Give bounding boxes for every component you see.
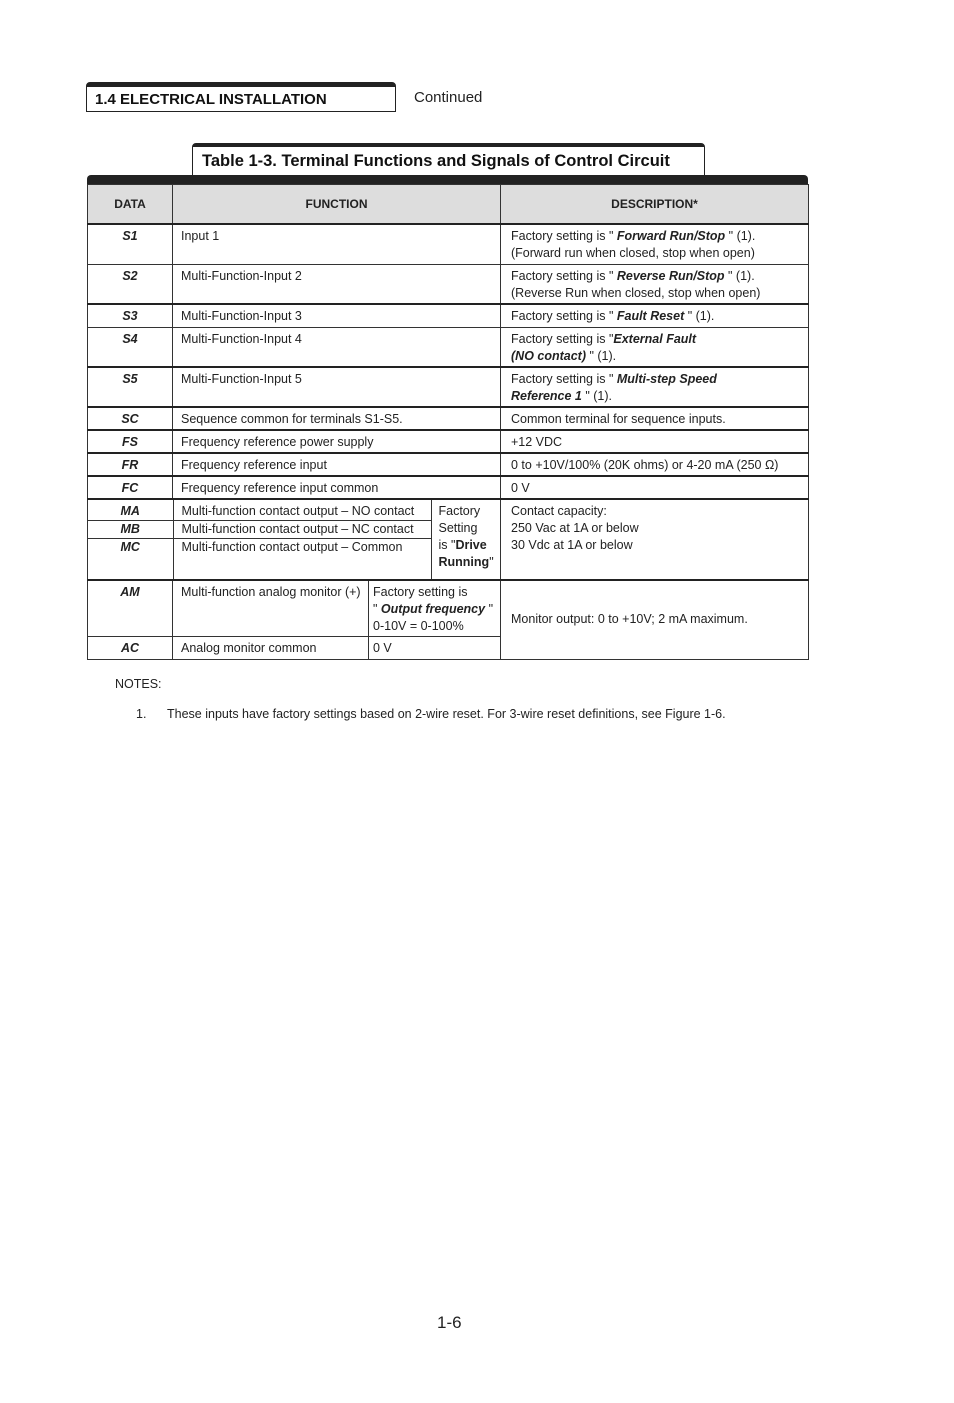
function-cell: Multi-Function-Input 3 bbox=[173, 304, 501, 327]
description-cell: Contact capacity: 250 Vac at 1A or below 30 Vdc at 1A or below bbox=[501, 499, 809, 580]
terminal-label: FC bbox=[88, 476, 173, 499]
table-row-sc bbox=[88, 407, 809, 430]
terminal-label: SC bbox=[88, 407, 173, 430]
page-number: 1-6 bbox=[437, 1313, 462, 1332]
description-cell: Factory setting is " Reverse Run/Stop " (1). (Reverse Run when closed, stop when open) bbox=[501, 264, 809, 304]
function-cell: Multi-Function-Input 4 bbox=[173, 327, 501, 367]
function-cell: Multi-function contact output – NO contact bbox=[173, 500, 431, 521]
description-cell: +12 VDC bbox=[501, 430, 809, 453]
table-row-s5 bbox=[88, 367, 809, 407]
notes-title: NOTES: bbox=[115, 677, 162, 691]
table-title: Table 1-3. Terminal Functions and Signals of Control Circuit bbox=[192, 143, 705, 176]
table-row-s3 bbox=[88, 304, 809, 327]
table-header-row bbox=[88, 185, 809, 225]
table-row-contact-outputs bbox=[88, 499, 809, 580]
table-row-fr bbox=[88, 453, 809, 476]
function-cell: Frequency reference power supply bbox=[173, 430, 501, 453]
function-cell: Multi-function contact output – Common bbox=[173, 539, 431, 579]
section-heading: 1.4 ELECTRICAL INSTALLATION bbox=[86, 82, 396, 112]
terminal-label: MC bbox=[88, 539, 173, 579]
description-cell: Monitor output: 0 to +10V; 2 mA maximum. bbox=[501, 580, 809, 660]
contact-factory-setting: Factory Setting is "Drive Running" bbox=[438, 504, 494, 569]
function-cell: Frequency reference input bbox=[173, 453, 501, 476]
table-row-fs bbox=[88, 430, 809, 453]
column-header-data: DATA bbox=[88, 185, 173, 225]
analog-factory-setting: Factory setting is " Output frequency " 0-10V = 0-100% bbox=[369, 580, 501, 637]
function-cell: Analog monitor common bbox=[173, 637, 369, 660]
terminal-label: MA bbox=[88, 500, 173, 521]
table-row-s1 bbox=[88, 224, 809, 264]
description-cell: Factory setting is "External Fault (NO contact) " (1). bbox=[501, 327, 809, 367]
note-text: These inputs have factory settings based on 2-wire reset. For 3-wire reset definitions, see Figure 1-6. bbox=[167, 707, 726, 721]
terminal-label: FS bbox=[88, 430, 173, 453]
column-header-function: FUNCTION bbox=[173, 185, 501, 225]
function-cell: Multi-Function-Input 5 bbox=[173, 367, 501, 407]
terminal-label: S1 bbox=[88, 224, 173, 264]
terminal-label: S4 bbox=[88, 327, 173, 367]
terminal-label: S5 bbox=[88, 367, 173, 407]
terminal-label: FR bbox=[88, 453, 173, 476]
description-cell: 0 to +10V/100% (20K ohms) or 4-20 mA (250 Ω) bbox=[501, 453, 809, 476]
description-cell: Factory setting is " Multi-step Speed Reference 1 " (1). bbox=[501, 367, 809, 407]
terminal-label: AM bbox=[88, 580, 173, 637]
table-row-am bbox=[88, 580, 809, 637]
table-row-fc bbox=[88, 476, 809, 499]
function-cell: Multi-Function-Input 2 bbox=[173, 264, 501, 304]
description-cell: Factory setting is " Forward Run/Stop " (1). (Forward run when closed, stop when open) bbox=[501, 224, 809, 264]
function-cell: Sequence common for terminals S1-S5. bbox=[173, 407, 501, 430]
terminal-label: S2 bbox=[88, 264, 173, 304]
contact-output-subtable bbox=[88, 500, 501, 579]
function-cell: Multi-function contact output – NC contact bbox=[173, 521, 431, 539]
table-top-bar bbox=[87, 175, 808, 184]
column-header-description: DESCRIPTION* bbox=[501, 185, 809, 225]
terminal-label: AC bbox=[88, 637, 173, 660]
function-cell: Input 1 bbox=[173, 224, 501, 264]
function-cell: Frequency reference input common bbox=[173, 476, 501, 499]
function-cell: Multi-function analog monitor (+) bbox=[173, 580, 369, 637]
continued-label: Continued bbox=[414, 89, 483, 106]
terminal-label: S3 bbox=[88, 304, 173, 327]
description-cell: Factory setting is " Fault Reset " (1). bbox=[501, 304, 809, 327]
terminal-label: MB bbox=[88, 521, 173, 539]
table-row-s2 bbox=[88, 264, 809, 304]
description-cell: 0 V bbox=[501, 476, 809, 499]
contact-row-ma bbox=[88, 500, 501, 521]
description-cell: Common terminal for sequence inputs. bbox=[501, 407, 809, 430]
note-number: 1. bbox=[136, 707, 147, 721]
contact-output-group bbox=[88, 499, 501, 580]
terminal-functions-table bbox=[87, 184, 809, 660]
table-row-s4 bbox=[88, 327, 809, 367]
analog-setting-cell: 0 V bbox=[369, 637, 501, 660]
